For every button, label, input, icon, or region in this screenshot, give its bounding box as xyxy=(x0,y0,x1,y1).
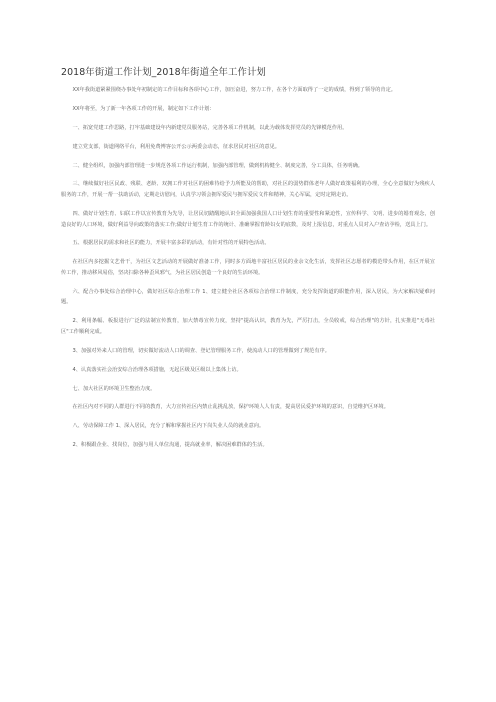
paragraph-section-8: 八、劳动保障工作 1、深入居民，充分了解和掌握社区内下岗失业人员的就业意向。 xyxy=(72,423,265,430)
document-page xyxy=(61,66,435,459)
paragraph-section-7: 七、加大社区的环境卫生整治力度。 xyxy=(72,385,156,392)
paragraph-item-3: 3、加强对外来人口的管理，切实做好流动人口的调查、登记管理服务工作，使流动人口的管理做到了规范有序。 xyxy=(72,347,330,354)
document-title: 2018年街道工作计划_2018年街道全年工作计划 xyxy=(61,67,266,78)
paragraph-section-5: 五、根据居民的需求和社区的能力，开展丰富多彩的活动，有针对性的开展特色活动。 xyxy=(72,240,270,247)
paragraph-environment: 在社区内对不同的人群进行不同的教育，大力宣传社区内禁止乱挑乱放，保护环境人人有责，提高居民爱护环境的意识，自觉维护区环境。 xyxy=(72,404,389,411)
paragraph-section-3: 三、继续做好社区民政、残联、老龄、双拥工作对社区的困难待给予力所能及的帮助，对社区的弱势群体老年人做好政策福利的办理，全心全意做好为残疾人服务的工作，开展一帮一扶助活动，定期走访慰问，认真学习领会拥军爱民与拥军爱民文件和精神，关心军属，定时定期走访。 xyxy=(61,181,435,199)
paragraph-section-2: 二、健全组织，加强内部管理进一步规范各项工作运行机制，加强内部管理，做到机构健全、制度完善，分工具体，任务明确。 xyxy=(72,162,363,169)
paragraph-employment: 2、积极跟企业、找岗位，加强与用人单位沟通，提高就业率，解决困难群体的生活。 xyxy=(72,442,268,449)
paragraph-section-1: 一、拓宽党建工作思路，打牢基础建设年内新建党员服务站，完善各项工作机制，以此为载体发挥党员的先锋模范作用。 xyxy=(72,124,348,131)
paragraph-plan-lead: XX年将至，为了新一年各项工作的开展，制定如下工作计划： xyxy=(72,105,215,112)
paragraph-section-6: 六、配合办事处综合治理中心，做好社区综合治理工作 1、建立健全社区各项综合治理工作制度，充分发挥街道的职能作用，深入居民，为大家解决疑难问题。 xyxy=(61,288,435,306)
paragraph-item-2: 2、利用条幅、板报进行广泛的法制宣传教育，加大禁毒宣传力度，坚持"提高认识，教育为先，严厉打击，全员收戒，综合治理"的方针，扎实推进"无毒社区"工作顺利完成。 xyxy=(61,318,435,335)
paragraph-party-branch: 建立党支部，街道网络平台，利用免费博客公开公示两委会动态，征求居民对社区的意见。 xyxy=(72,143,280,150)
paragraph-item-4: 4、认真落实社会治安综合治理各项措施，无起区级及区级以上集体上访。 xyxy=(72,366,242,373)
paragraph-culture: 在社区内多挖掘文艺骨干，为社区文艺活动的开展做好准备工作，同时多方面地丰富社区居民的业余文化生活，发挥社区志愿者的模范带头作用，在区开展宣传工作，推动移风易俗，坚决扫除各种歪风邪气，为社区居民创造一个良好的生活环境。 xyxy=(61,259,435,276)
paragraph-intro: XX年我街道紧紧围绕办事处年初制定的工作目标和各项中心工作，加压奋进，努力工作，在各个方面取得了一定的成绩，得到了领导的肯定。 xyxy=(72,87,396,93)
paragraph-section-4: 四、做好计划生育、妇联工作以宣传教育为先导，让居民切踏醒地认识全面加强我国人口计划生育的重要性和紧迫性，宣传科学、文明、进步的婚育观念，创造良好的人口环境，做好利益导向政策的落实工作;做好计划生育工作的统计、准确掌握育龄妇女的底数，及时上报信息，对重点人员对入户查访孕检，送具上门。 xyxy=(61,210,435,228)
